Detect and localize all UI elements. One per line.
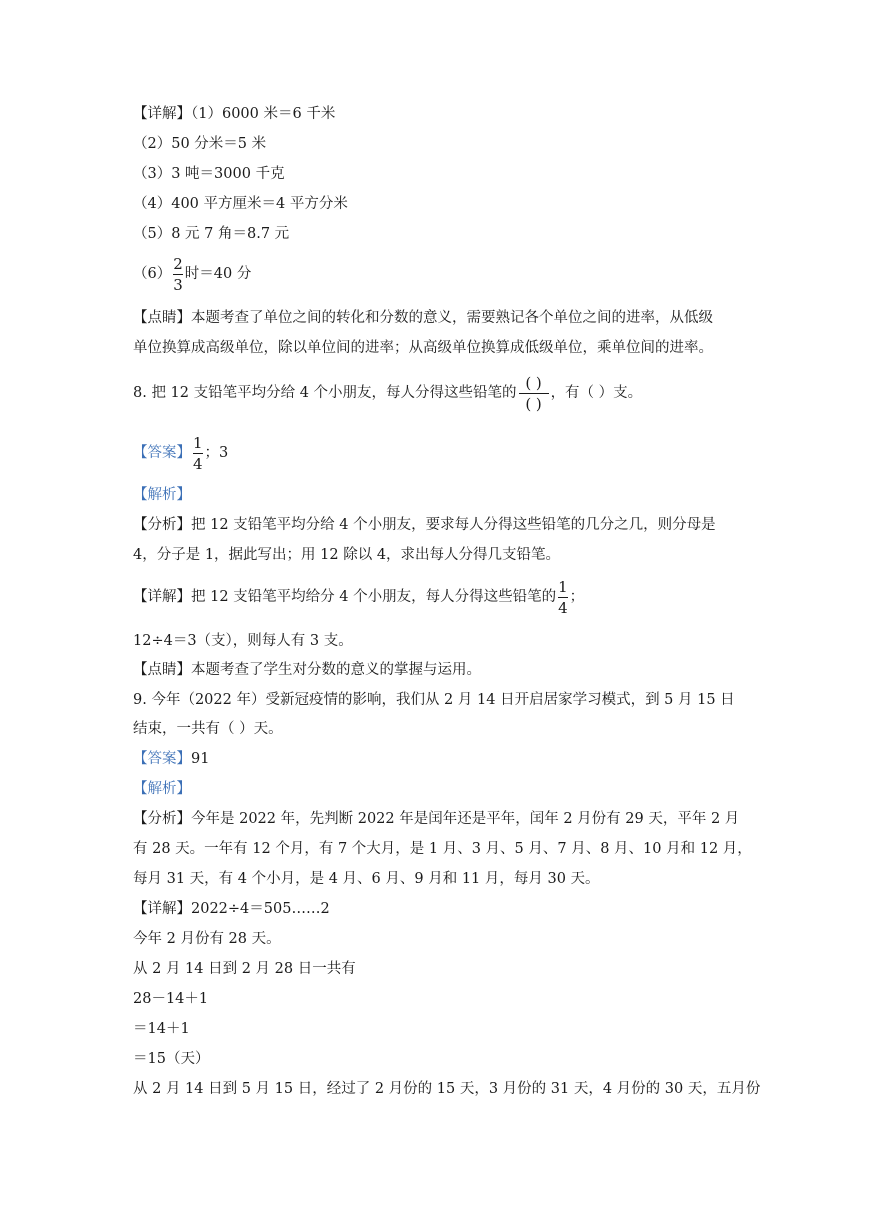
- fraction-numerator: ( ): [525, 373, 542, 392]
- q7-detail-5: （5）8 元 7 角＝8.7 元: [133, 226, 290, 242]
- answer-label: 【答案】: [133, 751, 191, 767]
- q9-question-1: 9. 今年（2022 年）受新冠疫情的影响，我们从 2 月 14 日开启居家学习模式，到 5 月 15 日: [133, 692, 735, 708]
- fraction-numerator: 1: [193, 433, 203, 452]
- q7-detail-6-suffix: 时＝40 分: [184, 266, 252, 282]
- q8-calc: 12÷4＝3（支），则每人有 3 支。: [133, 633, 353, 649]
- q9-fenxi-3: 每月 31 天，有 4 个小月，是 4 月、6 月、9 月和 11 月，每月 30 天。: [133, 871, 600, 887]
- fraction-denominator: 4: [558, 598, 568, 617]
- q9-question-2: 结束，一共有（ ）天。: [133, 721, 283, 737]
- q7-detail-2: （2）50 分米＝5 米: [133, 136, 267, 152]
- q9-xiangjie-3: 从 2 月 14 日到 2 月 28 日一共有: [133, 961, 356, 977]
- fraction-numerator: 2: [173, 254, 183, 273]
- q9-xiangjie-1: 【详解】2022÷4＝505……2: [133, 901, 330, 917]
- q8-question-fraction: [519, 374, 549, 413]
- q7-detail-6: [133, 254, 251, 294]
- q8-jiexi-label: 【解析】: [133, 487, 191, 503]
- fraction-denominator: ( ): [525, 394, 542, 413]
- q9-answer-value: 91: [191, 751, 210, 767]
- q9-xiangjie-5: ＝14＋1: [133, 1021, 190, 1037]
- q9-answer: [133, 749, 209, 769]
- q8-question: [133, 370, 642, 416]
- q7-detail-1: 【详解】（1）6000 米＝6 千米: [133, 106, 336, 122]
- q9-xiangjie-7: 从 2 月 14 日到 5 月 15 日，经过了 2 月份的 15 天，3 月份的 31 天，4 月份的 30 天，五月份: [133, 1081, 761, 1097]
- q8-xiangjie-fraction: [558, 578, 568, 617]
- q7-detail-6-prefix: （6）: [133, 266, 172, 282]
- answer-label: 【答案】: [133, 445, 191, 461]
- q7-dianjing-1: 【点睛】本题考查了单位之间的转化和分数的意义，需要熟记各个单位之间的进率，从低级: [133, 310, 713, 326]
- q9-xiangjie-4: 28－14＋1: [133, 991, 209, 1007]
- q8-xiangjie: [133, 576, 584, 618]
- fraction-denominator: 3: [173, 275, 183, 294]
- q8-fenxi-1: 【分析】把 12 支铅笔平均分给 4 个小朋友，要求每人分得这些铅笔的几分之几，则分母是: [133, 517, 716, 533]
- q8-question-prefix: 8. 把 12 支铅笔平均分给 4 个小朋友，每人分得这些铅笔的: [133, 385, 517, 401]
- q8-xiangjie-suffix: ；: [569, 589, 585, 605]
- q9-fenxi-2: 有 28 天。一年有 12 个月，有 7 个大月，是 1 月、3 月、5 月、7 月、8 月、10 月和 12 月，: [133, 841, 752, 857]
- q8-answer: [133, 432, 228, 474]
- q7-fraction: [173, 255, 183, 294]
- fraction-numerator: 1: [558, 577, 568, 596]
- q9-fenxi-1: 【分析】今年是 2022 年，先判断 2022 年是闰年还是平年，闰年 2 月份有 29 天，平年 2 月: [133, 811, 740, 827]
- q8-xiangjie-prefix: 【详解】把 12 支铅笔平均给分 4 个小朋友，每人分得这些铅笔的: [133, 589, 557, 605]
- q9-xiangjie-6: ＝15（天）: [133, 1051, 210, 1067]
- q8-answer-suffix: ；3: [204, 445, 229, 461]
- fraction-denominator: 4: [193, 454, 203, 473]
- q8-answer-fraction: [193, 434, 203, 473]
- q8-question-suffix: ，有（ ）支。: [550, 385, 643, 401]
- q8-fenxi-2: 4，分子是 1，据此写出；用 12 除以 4，求出每人分得几支铅笔。: [133, 547, 561, 563]
- q9-jiexi-label: 【解析】: [133, 781, 191, 797]
- q7-detail-4: （4）400 平方厘米＝4 平方分米: [133, 196, 348, 212]
- q8-dianjing: 【点睛】本题考查了学生对分数的意义的掌握与运用。: [133, 662, 481, 678]
- q9-xiangjie-2: 今年 2 月份有 28 天。: [133, 931, 281, 947]
- q7-dianjing-2: 单位换算成高级单位，除以单位间的进率；从高级单位换算成低级单位，乘单位间的进率。: [133, 340, 713, 356]
- q7-detail-3: （3）3 吨＝3000 千克: [133, 166, 285, 182]
